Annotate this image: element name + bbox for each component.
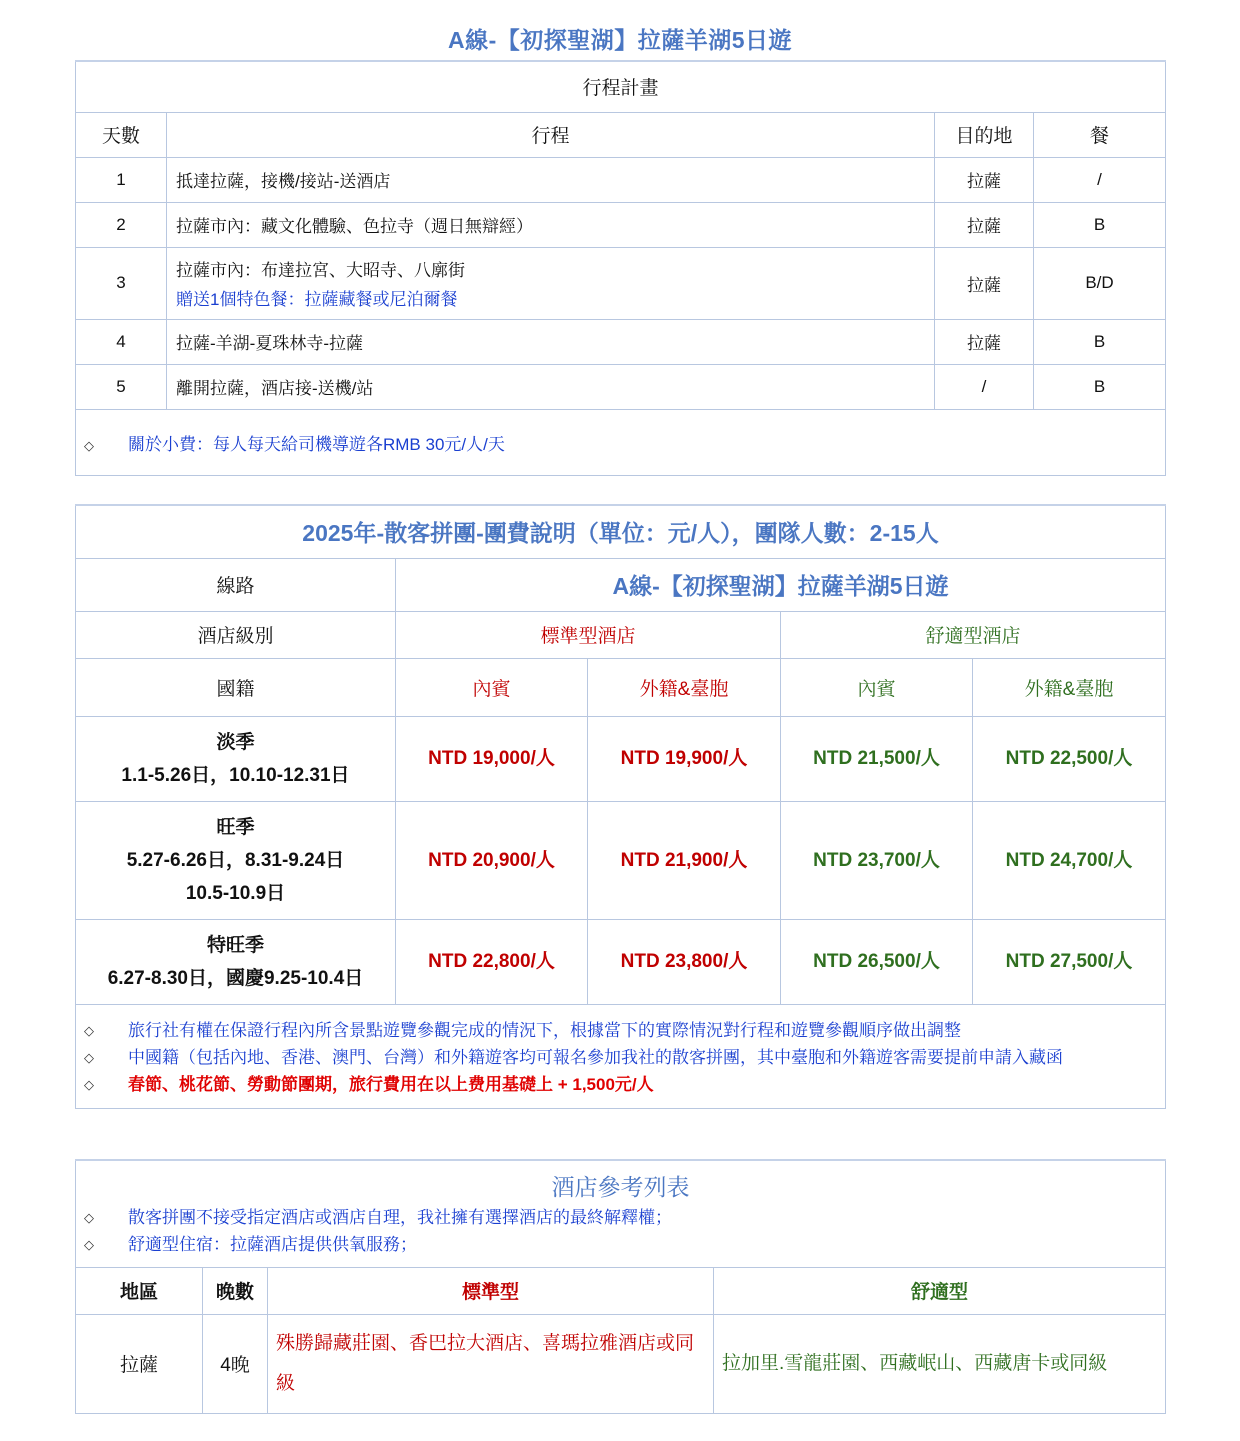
day-route-cell: [167, 247, 935, 319]
hotel-comfort-list: 拉加里.雪龍莊園、西藏岷山、西藏唐卡或同級: [714, 1314, 1166, 1413]
price-cell: NTD 23,800/人: [588, 919, 781, 1004]
pricing-note-text: 中國籍（包括內地、香港、澳門、台灣）和外籍遊客均可報名參加我社的散客拼團，其中臺胞和外籍遊客需要提前申請入藏函: [128, 1047, 1063, 1067]
nationality-foreign-comfort: 外籍&臺胞: [973, 658, 1166, 716]
table-row: [76, 364, 1166, 409]
season-cell: [76, 801, 396, 919]
hotel-level-standard: 標準型酒店: [396, 611, 781, 658]
price-cell: NTD 23,700/人: [781, 801, 973, 919]
diamond-bullet-icon: ◇: [84, 437, 94, 453]
table-row: [76, 247, 1166, 319]
price-cell: NTD 22,800/人: [396, 919, 588, 1004]
price-cell: NTD 22,500/人: [973, 716, 1166, 801]
hotel-table: [75, 1159, 1166, 1414]
pricing-note-text: 春節、桃花節、勞動節團期，旅行費用在以上费用基礎上 + 1,500元/人: [128, 1074, 654, 1094]
diamond-bullet-icon: ◇: [84, 1076, 94, 1092]
pricing-notes-row: [76, 1004, 1166, 1108]
header-comfort: 舒適型: [714, 1267, 1166, 1314]
hotel-title-cell: [76, 1160, 1166, 1267]
diamond-bullet-icon: ◇: [84, 1049, 94, 1065]
day-destination: 拉薩: [935, 319, 1034, 364]
hotel-title-row: [76, 1160, 1166, 1267]
price-cell: NTD 27,500/人: [973, 919, 1166, 1004]
pricing-note-text: 旅行社有權在保證行程內所含景點遊覽參觀完成的情況下，根據當下的實際情況對行程和遊覽參觀順序做出調整: [128, 1020, 961, 1040]
hotel-header-row: [76, 1267, 1166, 1314]
day-meal: B/D: [1034, 247, 1166, 319]
tip-note-cell: [76, 409, 1166, 475]
nationality-domestic-comfort: 內賓: [781, 658, 973, 716]
table-row: [76, 157, 1166, 202]
hotel-note-text: 舒適型住宿：拉薩酒店提供供氧服務；: [128, 1234, 417, 1254]
diamond-bullet-icon: ◇: [84, 1209, 94, 1225]
price-cell: NTD 26,500/人: [781, 919, 973, 1004]
day-number: 1: [76, 157, 167, 202]
season-row-low: [76, 716, 1166, 801]
season-dates: 10.5-10.9日: [185, 882, 286, 904]
hotel-level-label: 酒店級別: [76, 611, 396, 658]
day-destination: 拉薩: [935, 202, 1034, 247]
itinerary-table: [75, 60, 1166, 476]
hotel-nights: 4晚: [203, 1314, 268, 1413]
price-cell: NTD 19,000/人: [396, 716, 588, 801]
itinerary-title-row: [76, 61, 1166, 112]
nationality-label: 國籍: [76, 658, 396, 716]
price-cell: NTD 21,500/人: [781, 716, 973, 801]
route-name: A線-【初探聖湖】拉薩羊湖5日遊: [396, 558, 1166, 611]
day-destination: 拉薩: [935, 247, 1034, 319]
header-route: 行程: [167, 112, 935, 157]
nationality-foreign-standard: 外籍&臺胞: [588, 658, 781, 716]
hotel-standard-list: 殊勝歸藏莊園、香巴拉大酒店、喜瑪拉雅酒店或同級: [268, 1314, 714, 1413]
hotel-region: 拉薩: [76, 1314, 203, 1413]
day-meal: /: [1034, 157, 1166, 202]
day-route: 離開拉薩，酒店接-送機/站: [167, 364, 935, 409]
gift-meal-note: 贈送1個特色餐：拉薩藏餐或尼泊爾餐: [176, 290, 458, 309]
hotel-level-row: [76, 611, 1166, 658]
day-number: 3: [76, 247, 167, 319]
diamond-bullet-icon: ◇: [84, 1022, 94, 1038]
season-row-peak: [76, 919, 1166, 1004]
hotel-title: 酒店參考列表: [551, 1173, 690, 1200]
route-label: 線路: [76, 558, 396, 611]
pricing-note: [84, 1017, 1157, 1044]
season-cell: [76, 919, 396, 1004]
day-destination: /: [935, 364, 1034, 409]
table-row: [76, 1314, 1166, 1413]
day-route: 拉薩市內：藏文化體驗、色拉寺（週日無辯經）: [167, 202, 935, 247]
pricing-table: [75, 504, 1166, 1109]
price-cell: NTD 20,900/人: [396, 801, 588, 919]
pricing-note: [84, 1071, 1157, 1098]
season-dates: 1.1-5.26日，10.10-12.31日: [121, 764, 350, 786]
hotel-note: [84, 1204, 1157, 1231]
season-name: 淡季: [216, 731, 255, 753]
day-route: 抵達拉薩，接機/接站-送酒店: [167, 157, 935, 202]
season-dates: 6.27-8.30日，國慶9.25-10.4日: [107, 967, 364, 989]
day-route: 拉薩市內：布達拉宮、大昭寺、八廓街: [176, 261, 465, 280]
day-meal: B: [1034, 202, 1166, 247]
day-meal: B: [1034, 319, 1166, 364]
table-row: [76, 319, 1166, 364]
season-name: 特旺季: [206, 934, 264, 956]
price-cell: NTD 19,900/人: [588, 716, 781, 801]
day-destination: 拉薩: [935, 157, 1034, 202]
header-destination: 目的地: [935, 112, 1034, 157]
day-route: 拉薩-羊湖-夏珠林寺-拉薩: [167, 319, 935, 364]
header-standard: 標準型: [268, 1267, 714, 1314]
header-meal: 餐: [1034, 112, 1166, 157]
hotel-level-comfort: 舒適型酒店: [781, 611, 1166, 658]
tip-note-row: [76, 409, 1166, 475]
pricing-notes: [76, 1004, 1166, 1108]
season-name: 旺季: [216, 816, 255, 838]
diamond-bullet-icon: ◇: [84, 1236, 94, 1252]
season-cell: [76, 716, 396, 801]
pricing-title: 2025年-散客拼團-團費說明（單位：元/人），團隊人數：2-15人: [76, 505, 1166, 558]
header-day: 天數: [76, 112, 167, 157]
page-title: A線-【初探聖湖】拉薩羊湖5日遊: [447, 27, 793, 53]
nationality-row: [76, 658, 1166, 716]
hotel-note-text: 散客拼團不接受指定酒店或酒店自理，我社擁有選擇酒店的最終解釋權；: [128, 1207, 672, 1227]
hotel-note: [84, 1231, 1157, 1258]
header-region: 地區: [76, 1267, 203, 1314]
pricing-title-row: [76, 505, 1166, 558]
season-row-high: [76, 801, 1166, 919]
season-dates: 5.27-6.26日，8.31-9.24日: [126, 849, 345, 871]
tip-note: 關於小費：每人每天給司機導遊各RMB 30元/人/天: [128, 434, 505, 454]
day-number: 4: [76, 319, 167, 364]
price-cell: NTD 24,700/人: [973, 801, 1166, 919]
itinerary-header-row: [76, 112, 1166, 157]
header-nights: 晚數: [203, 1267, 268, 1314]
nationality-domestic-standard: 內賓: [396, 658, 588, 716]
route-row: [76, 558, 1166, 611]
day-number: 5: [76, 364, 167, 409]
pricing-note: [84, 1044, 1157, 1071]
day-meal: B: [1034, 364, 1166, 409]
table-row: [76, 202, 1166, 247]
itinerary-title: 行程計畫: [76, 61, 1166, 112]
day-number: 2: [76, 202, 167, 247]
price-cell: NTD 21,900/人: [588, 801, 781, 919]
